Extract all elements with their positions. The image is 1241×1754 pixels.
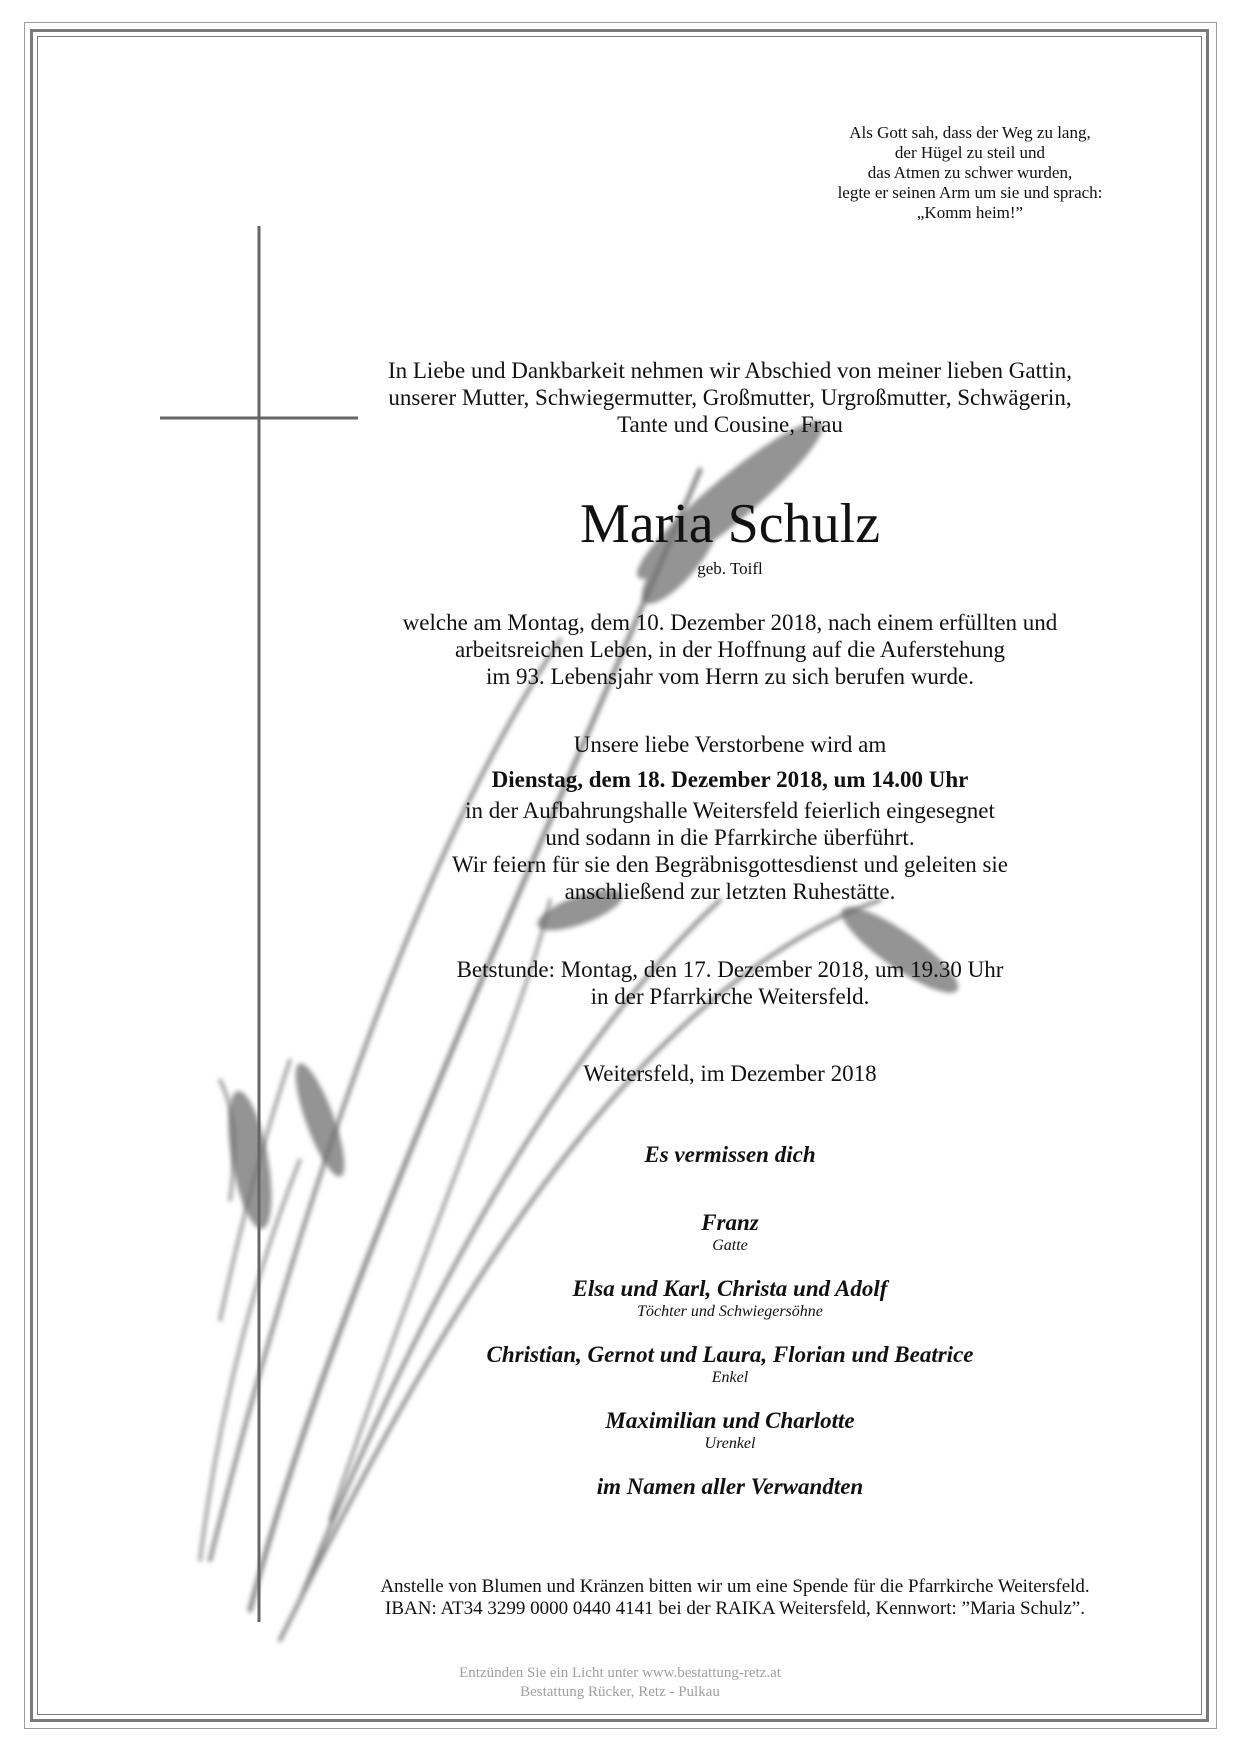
mourner-relation: Töchter und Schwiegersöhne [637, 1303, 823, 1320]
prayer-line: in der Pfarrkirche Weitersfeld. [590, 984, 870, 1009]
maiden-name: geb. Toifl [697, 559, 763, 578]
quote-line: „Komm heim!” [916, 203, 1024, 222]
intro-line: In Liebe und Dankbarkeit nehmen wir Abschied von meiner lieben Gattin, [387, 358, 1073, 383]
mourner-names: Christian, Gernot und Laura, Florian und Beatrice [486, 1342, 974, 1367]
donation-request [320, 1576, 1150, 1620]
deceased-name: Maria Schulz [579, 493, 881, 555]
funeral-date-time: Dienstag, dem 18. Dezember 2018, um 14.00 Uhr [491, 767, 969, 792]
donation-line: IBAN: AT34 3299 0000 0440 4141 bei der RAIKA Weitersfeld, Kennwort: ”Maria Schulz”. [385, 1598, 1085, 1619]
funeral-details [300, 731, 1160, 905]
mourners-closing: im Namen aller Verwandten [596, 1474, 864, 1499]
intro-line: unserer Mutter, Schwiegermutter, Großmutter, Urgroßmutter, Schwägerin, [388, 385, 1072, 410]
death-notice-line: welche am Montag, dem 10. Dezember 2018, nach einem erfüllten und [402, 610, 1058, 635]
place-and-date: Weitersfeld, im Dezember 2018 [583, 1061, 877, 1086]
prayer-line: Betstunde: Montag, den 17. Dezember 2018, um 19.30 Uhr [456, 957, 1004, 982]
intro-text [300, 357, 1160, 438]
quote-line: Als Gott sah, dass der Weg zu lang, [849, 123, 1091, 142]
credit-line: Bestattung Rücker, Retz - Pulkau [520, 1684, 720, 1700]
mourner-group [300, 1407, 1160, 1453]
mourner-group [300, 1341, 1160, 1387]
funeral-intro: Unsere liebe Verstorbene wird am [573, 732, 887, 757]
mourner-group [300, 1209, 1160, 1255]
quote-line: das Atmen zu schwer wurden, [867, 163, 1073, 182]
quote-line: legte er seinen Arm um sie und sprach: [837, 183, 1103, 202]
mourner-names: Elsa und Karl, Christa und Adolf [572, 1276, 888, 1301]
quote-line: der Hügel zu steil und [894, 143, 1046, 162]
funeral-line: in der Aufbahrungshalle Weitersfeld feierlich eingesegnet [465, 798, 995, 823]
death-notice-line: im 93. Lebensjahr vom Herrn zu sich berufen wurde. [486, 664, 974, 689]
prayer-service [300, 956, 1160, 1010]
funeral-home-credit [390, 1664, 850, 1702]
mourners-heading: Es vermissen dich [644, 1142, 816, 1167]
opening-quote [790, 123, 1150, 223]
mourner-names: Franz [701, 1210, 759, 1235]
mourner-relation: Enkel [711, 1369, 749, 1386]
mourner-relation: Urenkel [704, 1435, 756, 1452]
mourner-group [300, 1275, 1160, 1321]
death-notice-line: arbeitsreichen Leben, in der Hoffnung auf die Auferstehung [454, 637, 1006, 662]
mourner-names: Maximilian und Charlotte [605, 1408, 855, 1433]
funeral-line: und sodann in die Pfarrkirche überführt. [545, 825, 915, 850]
funeral-line: Wir feiern für sie den Begräbnisgottesdienst und geleiten sie [451, 852, 1009, 877]
mourners-list [300, 1141, 1160, 1500]
funeral-line: anschließend zur letzten Ruhestätte. [564, 879, 896, 904]
donation-line: Anstelle von Blumen und Kränzen bitten wir um eine Spende für die Pfarrkirche Weitersfeld. [380, 1576, 1090, 1597]
intro-line: Tante und Cousine, Frau [617, 412, 843, 437]
death-notice [300, 609, 1160, 690]
credit-line: Entzünden Sie ein Licht unter www.bestattung-retz.at [459, 1665, 781, 1681]
mourner-relation: Gatte [712, 1237, 748, 1254]
